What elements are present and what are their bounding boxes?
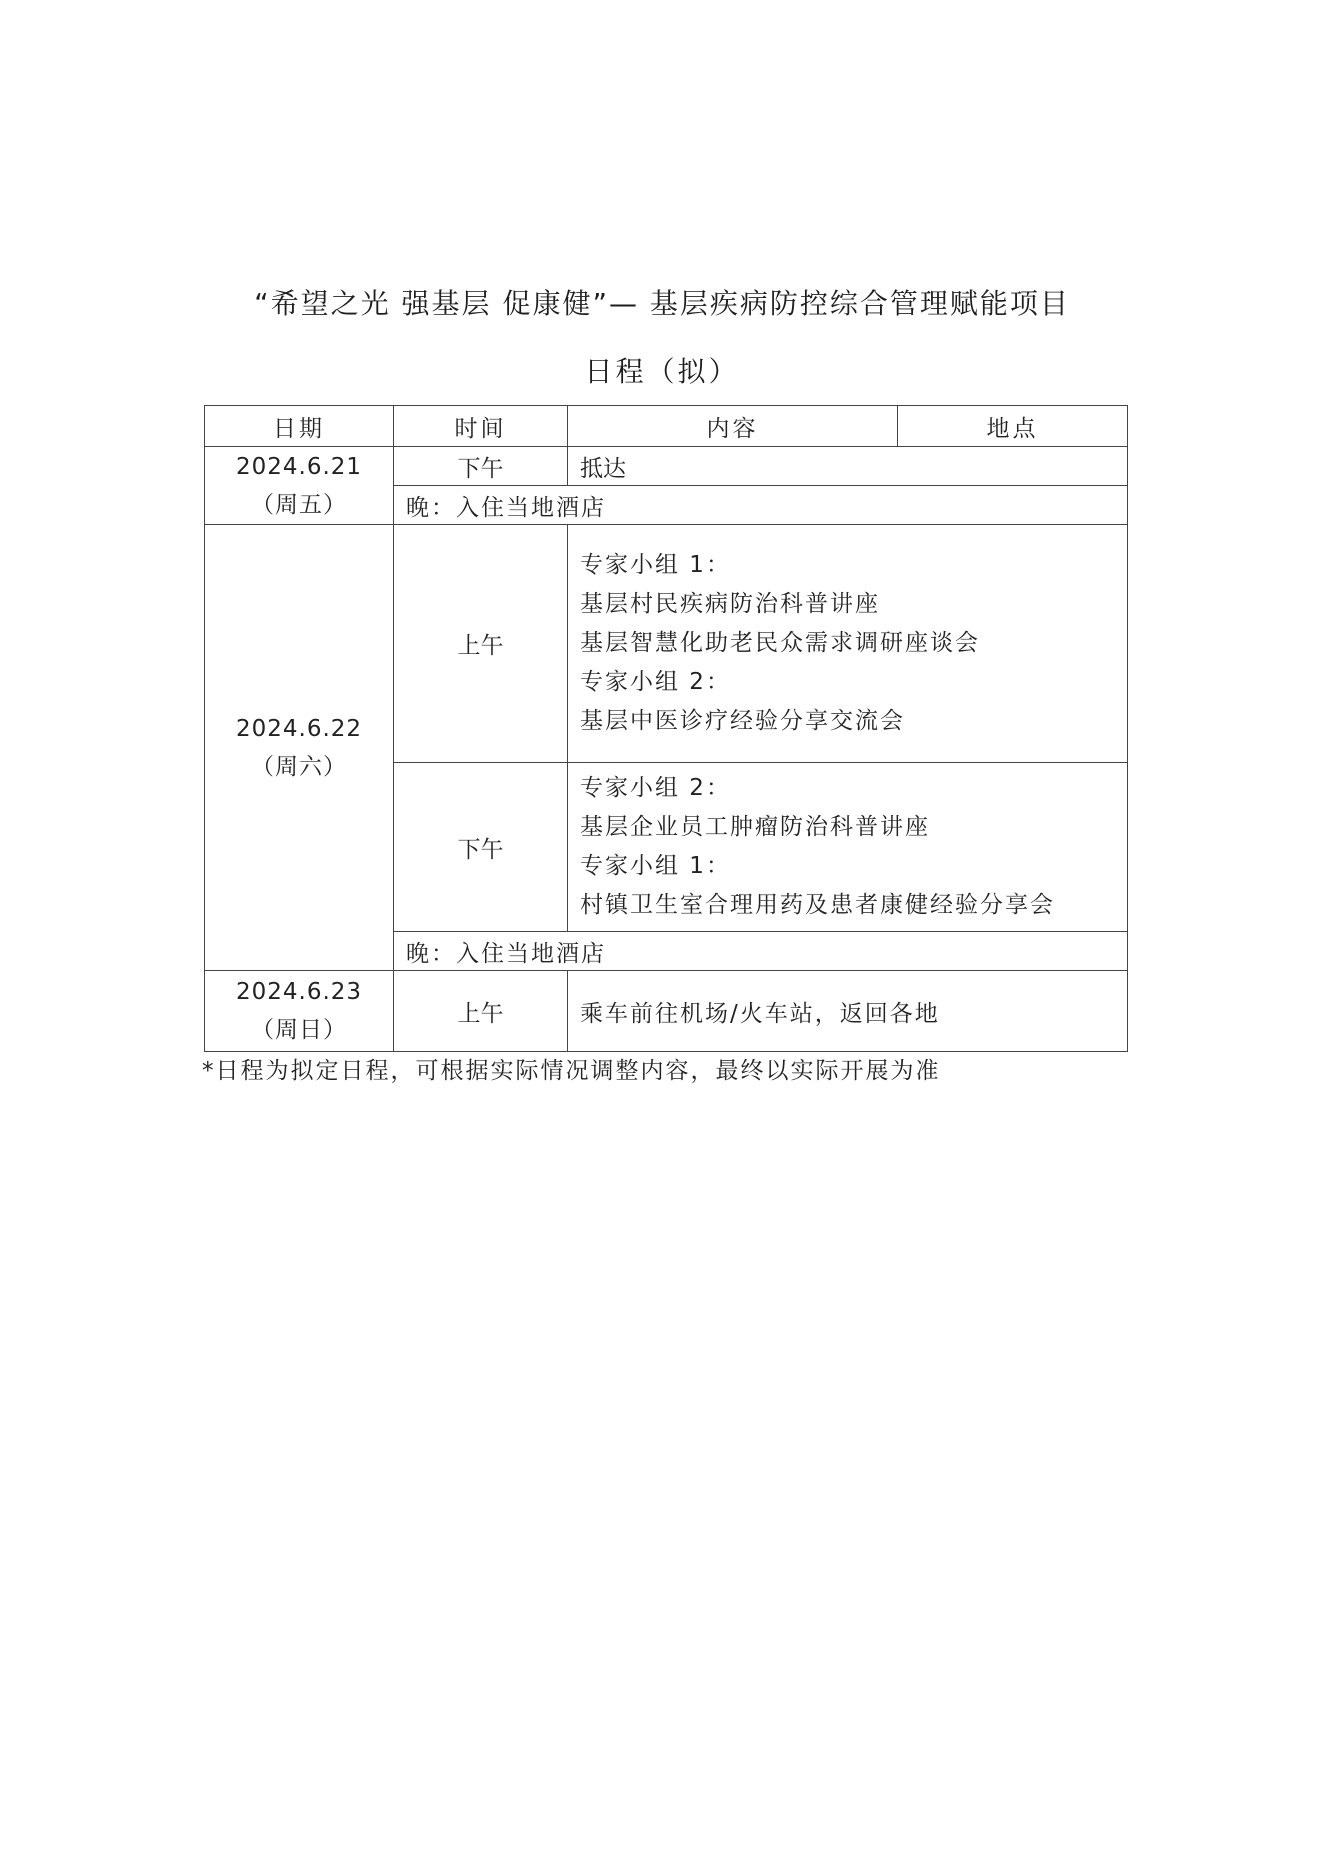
document-subtitle: 日程（拟） bbox=[584, 355, 740, 388]
time-cell: 上午 bbox=[394, 525, 568, 763]
header-time: 时间 bbox=[394, 406, 568, 447]
date-cell-day2 bbox=[205, 525, 394, 971]
weekday-value: （周六） bbox=[251, 753, 347, 780]
table-row bbox=[205, 447, 1128, 486]
content-cell bbox=[568, 763, 1128, 932]
content-cell: 抵达 bbox=[568, 447, 1128, 486]
footnote: *日程为拟定日程，可根据实际情况调整内容，最终以实际开展为准 bbox=[202, 1058, 941, 1084]
header-location: 地点 bbox=[898, 406, 1128, 447]
content-line: 基层村民疾病防治科普讲座 bbox=[580, 591, 880, 617]
content-line: 专家小组 1： bbox=[580, 552, 731, 578]
content-line: 专家小组 1： bbox=[580, 853, 731, 879]
date-value: 2024.6.22 bbox=[235, 715, 363, 742]
time-cell: 下午 bbox=[394, 447, 568, 486]
content-line: 基层企业员工肿瘤防治科普讲座 bbox=[580, 814, 930, 840]
evening-cell: 晚：入住当地酒店 bbox=[394, 486, 1128, 525]
content-line: 村镇卫生室合理用药及患者康健经验分享会 bbox=[580, 892, 1055, 918]
schedule-table bbox=[204, 405, 1128, 1052]
time-cell: 上午 bbox=[394, 971, 568, 1052]
header-content: 内容 bbox=[568, 406, 898, 447]
date-cell-day3 bbox=[205, 971, 394, 1052]
document-title: “希望之光 强基层 促康健”— 基层疾病防控综合管理赋能项目 bbox=[254, 287, 1070, 320]
weekday-value: （周日） bbox=[251, 1017, 347, 1043]
date-cell-day1 bbox=[205, 447, 394, 525]
content-line: 基层智慧化助老民众需求调研座谈会 bbox=[580, 630, 980, 656]
weekday-value: （周五） bbox=[251, 491, 347, 518]
content-line: 基层中医诊疗经验分享交流会 bbox=[580, 708, 905, 734]
table-row bbox=[205, 525, 1128, 763]
table-header-row bbox=[205, 406, 1128, 447]
content-cell: 乘车前往机场/火车站，返回各地 bbox=[568, 971, 1128, 1052]
header-date: 日期 bbox=[205, 406, 394, 447]
content-cell bbox=[568, 525, 1128, 763]
time-cell: 下午 bbox=[394, 763, 568, 932]
content-line: 专家小组 2： bbox=[580, 775, 731, 801]
evening-cell: 晚：入住当地酒店 bbox=[394, 932, 1128, 971]
date-value: 2024.6.21 bbox=[235, 453, 363, 480]
content-line: 专家小组 2： bbox=[580, 669, 731, 695]
table-row bbox=[205, 971, 1128, 1052]
date-value: 2024.6.23 bbox=[235, 979, 363, 1005]
